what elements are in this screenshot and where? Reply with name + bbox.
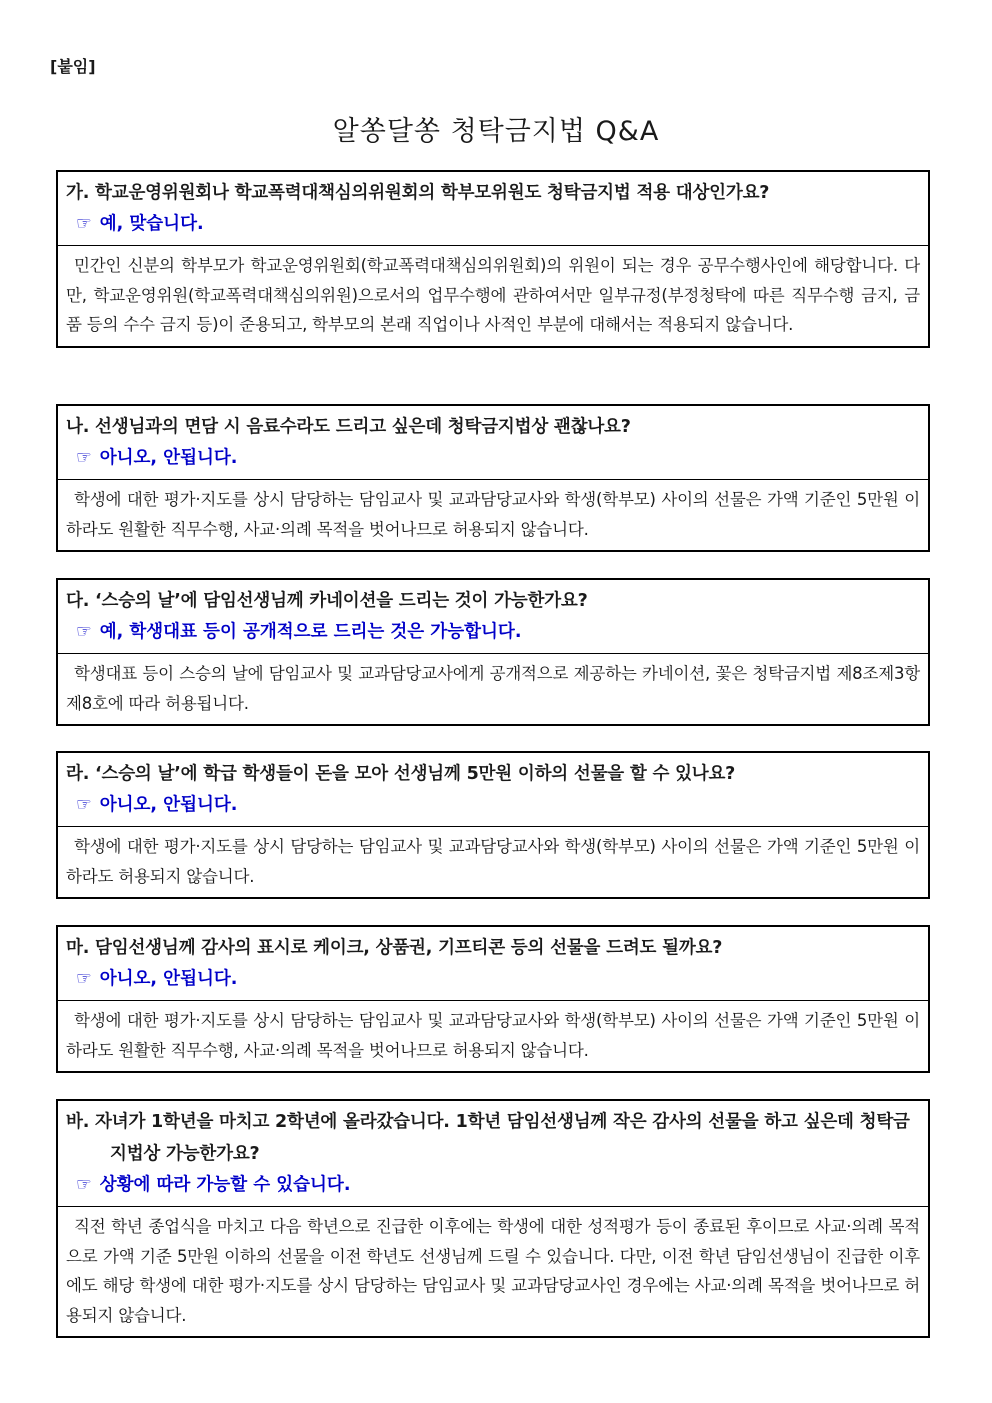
qa-explanation: 학생대표 등이 스승의 날에 담임교사 및 교과담당교사에게 공개적으로 제공하는 카네이션, 꽃은 청탁금지법 제8조제3항제8호에 따라 허용됩니다. [66, 664, 920, 713]
qa-box-ra [56, 751, 930, 899]
qa-answer [66, 964, 920, 994]
qa-answer [66, 443, 920, 473]
qa-question: 나. 선생님과의 면담 시 음료수라도 드리고 싶은데 청탁금지법상 괜찮나요? [66, 417, 631, 437]
qa-answer-text: 예, 학생대표 등이 공개적으로 드리는 것은 가능합니다. [99, 622, 522, 642]
qa-header [58, 1101, 928, 1207]
qa-answer [66, 617, 920, 647]
qa-answer [66, 1170, 920, 1200]
pointing-hand-icon: ☞ [76, 795, 92, 815]
pointing-hand-icon: ☞ [76, 969, 92, 989]
pointing-hand-icon: ☞ [76, 214, 92, 234]
qa-answer-text: 아니오, 안됩니다. [99, 448, 238, 468]
pointing-hand-icon: ☞ [76, 1175, 92, 1195]
qa-question: 마. 담임선생님께 감사의 표시로 케이크, 상품권, 기프티콘 등의 선물을 드려도 될까요? [66, 938, 723, 958]
qa-header [58, 172, 928, 246]
qa-header [58, 753, 928, 827]
pointing-hand-icon: ☞ [76, 448, 92, 468]
pointing-hand-icon: ☞ [76, 622, 92, 642]
qa-box-da [56, 578, 930, 726]
qa-explanation: 학생에 대한 평가·지도를 상시 담당하는 담임교사 및 교과담당교사와 학생(학부모) 사이의 선물은 가액 기준인 5만원 이하라도 원활한 직무수행, 사교·의례 목적을 벗어나므로 허용되지 않습니다. [66, 1011, 920, 1060]
qa-question: 가. 학교운영위원회나 학교폭력대책심의위원회의 학부모위원도 청탁금지법 적용 대상인가요? [66, 183, 770, 203]
qa-question: 라. ‘스승의 날’에 학급 학생들이 돈을 모아 선생님께 5만원 이하의 선물을 할 수 있나요? [66, 764, 736, 784]
qa-answer-text: 아니오, 안됩니다. [99, 969, 238, 989]
qa-answer [66, 790, 920, 820]
qa-answer-text: 상황에 따라 가능할 수 있습니다. [99, 1175, 351, 1195]
document-title: 알쏭달쏭 청탁금지법 Q&A [332, 116, 660, 147]
qa-explanation: 민간인 신분의 학부모가 학교운영위원회(학교폭력대책심의위원회)의 위원이 되는 경우 공무수행사인에 해당합니다. 다만, 학교운영위원(학교폭력대책심의위원)으로서의 업무수행에 관하여서만 일부규정(부정청탁에 따른 직무수행 금지, 금품 등의 수수 금지 등)이 준용되고, 학부모의 본래 직업이나 사적인 부분에 대해서는 적용되지 않습니다. [66, 256, 920, 334]
attachment-label: [붙임] [50, 57, 96, 76]
qa-box-ma [56, 925, 930, 1073]
qa-question: 바. 자녀가 1학년을 마치고 2학년에 올라갔습니다. 1학년 담임선생님께 작은 감사의 선물을 하고 싶은데 청탁금지법상 가능한가요? [66, 1112, 910, 1164]
qa-box-ba [56, 1099, 930, 1338]
qa-explanation: 직전 학년 종업식을 마치고 다음 학년으로 진급한 이후에는 학생에 대한 성적평가 등이 종료된 후이므로 사교·의례 목적으로 가액 기준 5만원 이하의 선물을 이전 학년도 선생님께 드릴 수 있습니다. 다만, 이전 학년 담임선생님이 진급한 이후에도 해당 학생에 대한 평가·지도를 상시 담당하는 담임교사 및 교과담당교사인 경우에는 사교·의례 목적을 벗어나므로 허용되지 않습니다. [66, 1217, 920, 1325]
qa-header [58, 580, 928, 654]
qa-answer [66, 209, 920, 239]
qa-answer-text: 예, 맞습니다. [99, 214, 204, 234]
qa-header [58, 927, 928, 1001]
qa-header [58, 406, 928, 480]
qa-answer-text: 아니오, 안됩니다. [99, 795, 238, 815]
qa-box-na [56, 404, 930, 552]
qa-question: 다. ‘스승의 날’에 담임선생님께 카네이션을 드리는 것이 가능한가요? [66, 591, 588, 611]
qa-explanation: 학생에 대한 평가·지도를 상시 담당하는 담임교사 및 교과담당교사와 학생(학부모) 사이의 선물은 가액 기준인 5만원 이하라도 원활한 직무수행, 사교·의례 목적을 벗어나므로 허용되지 않습니다. [66, 490, 920, 539]
qa-box-ga [56, 170, 930, 348]
qa-explanation: 학생에 대한 평가·지도를 상시 담당하는 담임교사 및 교과담당교사와 학생(학부모) 사이의 선물은 가액 기준인 5만원 이하라도 허용되지 않습니다. [66, 837, 920, 886]
